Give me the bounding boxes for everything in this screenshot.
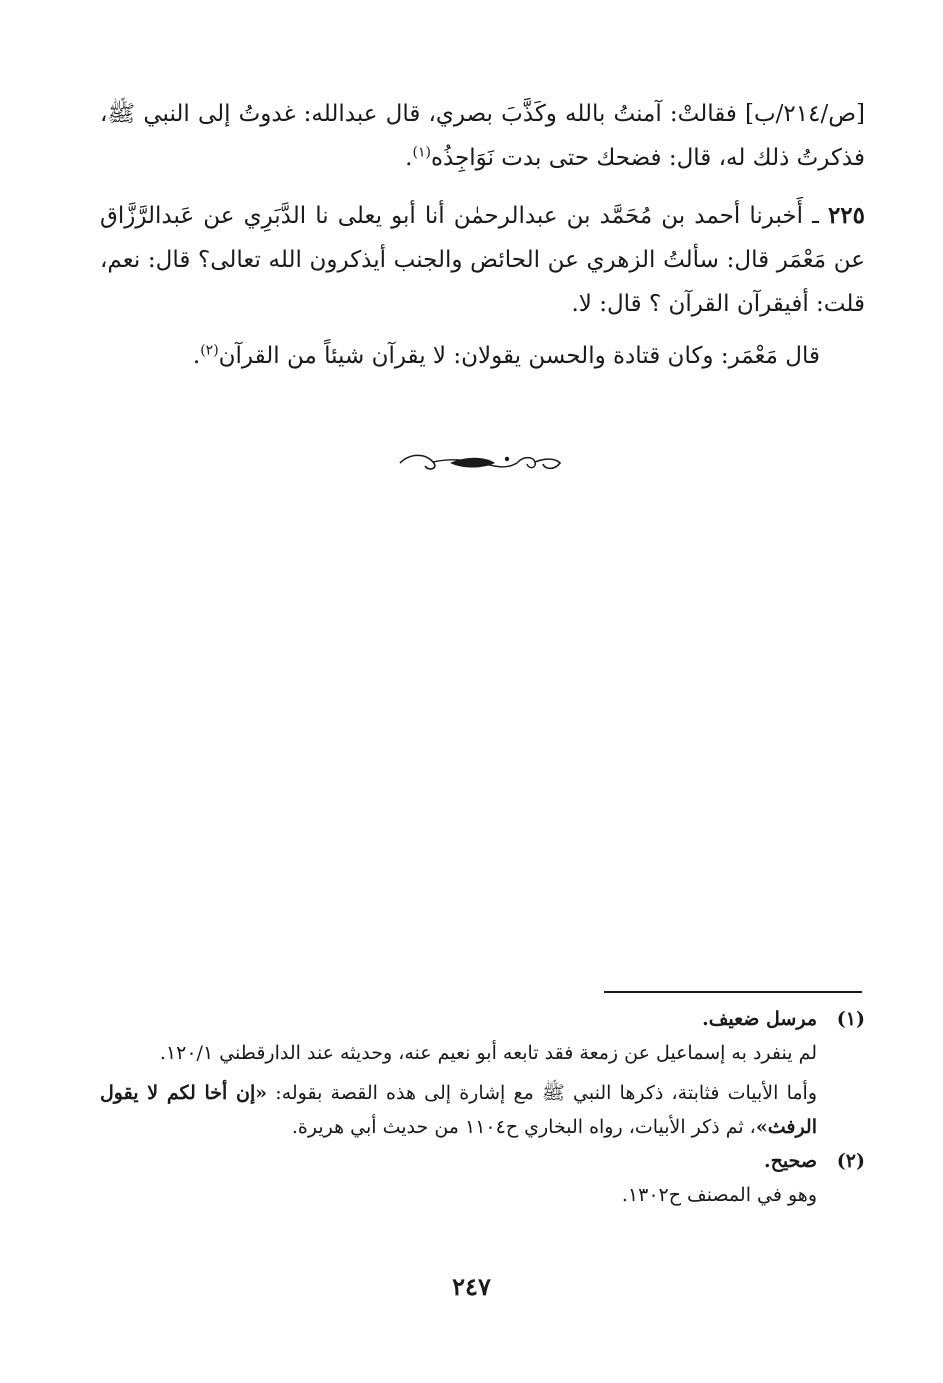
footnote-2-heading: [100, 1144, 865, 1178]
footnote-divider: [604, 991, 862, 993]
paragraph-3-end: .: [192, 343, 201, 369]
footnote-1-quote: «إن أخا لكم لا يقول الرفث»: [100, 1082, 817, 1138]
footnote-ref-2: (٢): [200, 342, 219, 359]
footnote-2-mark: (٢): [836, 1150, 865, 1172]
page-number: ٢٤٧: [452, 1272, 491, 1301]
footnote-ref-1: (١): [412, 144, 431, 161]
hadith-number: ٢٢٥: [827, 202, 865, 229]
paragraph-3: [100, 334, 865, 378]
paragraph-1-text: [ص/٢١٤/ب] فقالتْ: آمنتُ بالله وكَذَّبَ بصري، قال عبدالله: غدوتُ إلى النبي ﷺ، فذكرتُ ذلك له، قال: فضحك حتى بدت نَوَاجِذُه: [100, 101, 865, 171]
main-text: [100, 92, 865, 378]
paragraph-3-text: قال مَعْمَر: وكان قتادة والحسن يقولان: لا يقرآن شيئاً من القرآن: [218, 343, 820, 369]
footnote-1-title: مرسل ضعيف.: [702, 1008, 817, 1030]
paragraph-1: [100, 92, 865, 180]
paragraph-2-text: ـ أَخبرنا أحمد بن مُحَمَّد بن عبدالرحمٰن أنا أبو يعلى نا الدَّبَرِي عن عَبدالرَّزَّاق عن مَعْمَر قال: سألتُ الزهري عن الحائض والجنب أيذكرون الله تعالى؟ قال: نعم، قلت: أفيقرآن القرآن ؟ قال: لا.: [100, 203, 865, 317]
footnote-1-body-2: [100, 1076, 865, 1144]
paragraph-2: [100, 194, 865, 326]
paragraph-1-end: .: [405, 145, 413, 171]
footnote-2-body: وهو في المصنف ح١٣٠٢.: [621, 1184, 817, 1206]
footnote-1-mark: (١): [836, 1008, 865, 1030]
footnote-2-title: صحيح.: [763, 1150, 817, 1172]
footnote-1-body-2-start: وأما الأبيات فثابتة، ذكرها النبي ﷺ مع إشارة إلى هذه القصة بقوله:: [267, 1082, 818, 1104]
footnote-1-body-2-end: ، ثم ذكر الأبيات، رواه البخاري ح١١٠٤ من حديث أبي هريرة.: [291, 1116, 756, 1138]
footnotes: [100, 1002, 865, 1212]
section-ornament: [395, 448, 565, 478]
footnote-1-heading: [100, 1002, 865, 1036]
footnote-1-body-1: لم ينفرد به إسماعيل عن زمعة فقد تابعه أبو نعيم عنه، وحديثه عند الدارقطني ١٢٠/١.: [159, 1042, 817, 1064]
